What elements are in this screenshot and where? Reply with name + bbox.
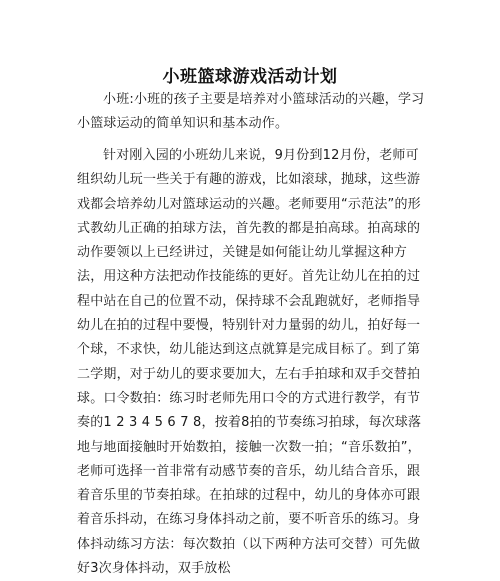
paragraph-main: 针对刚入园的小班幼儿来说，9月份到12月份，老师可组织幼儿玩一些关于有趣的游戏，比如滚球，抛球，这些游戏都会培养幼儿对篮球运动的兴趣。老师要用“示范法”的形式教幼儿正确的拍球方法，首先教的都是拍高球。拍高球的动作要领以上已经讲过，关键是如何能让幼儿掌握这种方法，用这种方法把动作技能练的更好。首先让幼儿在拍的过程中站在自己的位置不动，保持球不会乱跑就好，老师指导幼儿在拍的过程中要慢，特别针对力量弱的幼儿，拍好每一个球，不求快，幼儿能达到这点就算是完成目标了。到了第二学期，对于幼儿的要求要加大，左右手拍球和双手交替拍球。口令数拍：练习时老师先用口令的方式进行教学，有节奏的1 2 3 4 5 6 7 8，按着8拍的节奏练习拍球，每次球落地与地面接触时开始数拍，接触一次数一拍；“音乐数拍”，老师可选择一首非常有动感节奏的音乐，幼儿结合音乐，跟着音乐里的节奏拍球。在拍球的过程中，幼儿的身体亦可跟着音乐抖动，在练习身体抖动之前，要不听音乐的练习。身体抖动练习方法：每次数拍（以下两种方法可交替）可先做好3次身体抖动，双手放松 <box>77 148 422 577</box>
paragraph-intro: 小班:小班的孩子主要是培养对小篮球活动的兴趣，学习小篮球运动的简单知识和基本动作。 <box>77 92 425 131</box>
document-body <box>77 88 427 581</box>
document-title: 小班篮球游戏活动计划 <box>162 67 338 87</box>
